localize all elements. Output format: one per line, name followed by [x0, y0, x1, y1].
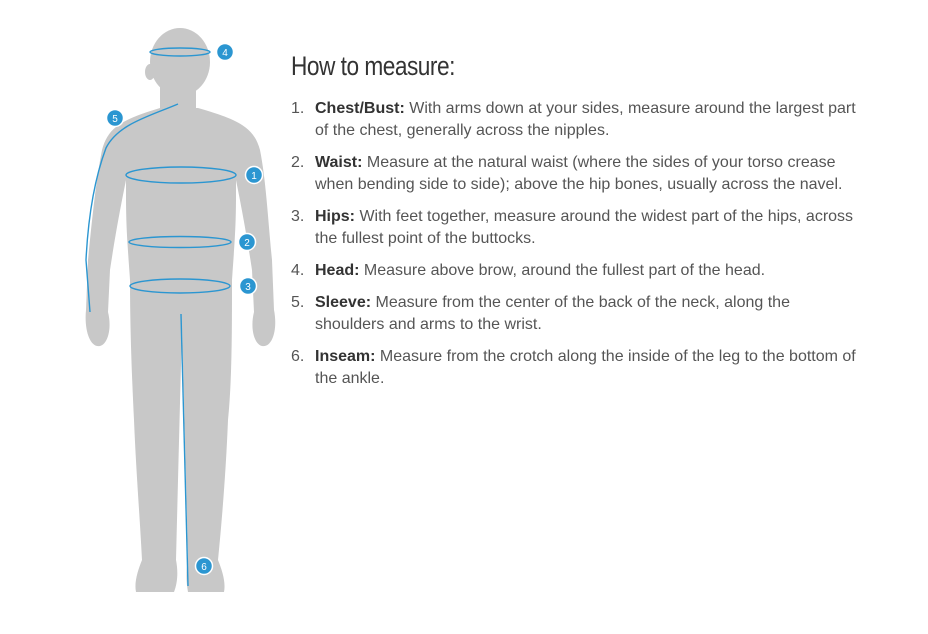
marker-2-label: 2	[244, 238, 250, 249]
step-term: Hips:	[315, 208, 355, 225]
step-chest-bust	[291, 98, 861, 142]
marker-3-label: 3	[245, 282, 251, 293]
step-text: Measure above brow, around the fullest part of the head.	[363, 262, 766, 279]
step-sleeve	[291, 292, 861, 336]
step-text: With feet together, measure around the widest part of the hips, across the fullest point of the buttocks.	[315, 208, 854, 247]
body-measurement-figure	[0, 0, 290, 634]
marker-5-label: 5	[112, 114, 118, 125]
marker-4-label: 4	[222, 48, 228, 59]
marker-1	[246, 167, 263, 184]
step-number: 4.	[291, 262, 305, 279]
marker-2	[239, 234, 256, 251]
step-text: Measure from the crotch along the inside of the leg to the bottom of the ankle.	[315, 348, 856, 387]
step-number: 3.	[291, 208, 305, 225]
step-term: Head:	[315, 262, 360, 279]
marker-5	[107, 110, 124, 127]
page-title: How to measure:	[291, 51, 455, 81]
step-text: With arms down at your sides, measure around the largest part of the chest, generally across the nipples.	[315, 100, 856, 139]
step-term: Chest/Bust:	[315, 100, 405, 117]
step-term: Inseam:	[315, 348, 376, 365]
step-number: 2.	[291, 154, 305, 171]
step-waist	[291, 152, 861, 196]
step-number: 1.	[291, 100, 305, 117]
marker-6	[196, 558, 213, 575]
step-text: Measure at the natural waist (where the sides of your torso crease when bending side to side); above the hip bones, usually across the navel.	[315, 154, 843, 193]
marker-1-label: 1	[251, 171, 257, 182]
silhouette-illustration	[0, 0, 290, 634]
step-hips	[291, 206, 861, 250]
marker-6-label: 6	[201, 562, 207, 573]
step-number: 5.	[291, 294, 305, 311]
step-term: Waist:	[315, 154, 363, 171]
measure-instructions	[291, 50, 861, 400]
marker-4	[217, 44, 234, 61]
step-head	[291, 260, 861, 282]
step-inseam	[291, 346, 861, 390]
step-number: 6.	[291, 348, 305, 365]
step-text: Measure from the center of the back of the neck, along the shoulders and arms to the wrist.	[315, 294, 790, 333]
step-term: Sleeve:	[315, 294, 372, 311]
measure-steps-list	[291, 98, 861, 390]
marker-3	[240, 278, 257, 295]
